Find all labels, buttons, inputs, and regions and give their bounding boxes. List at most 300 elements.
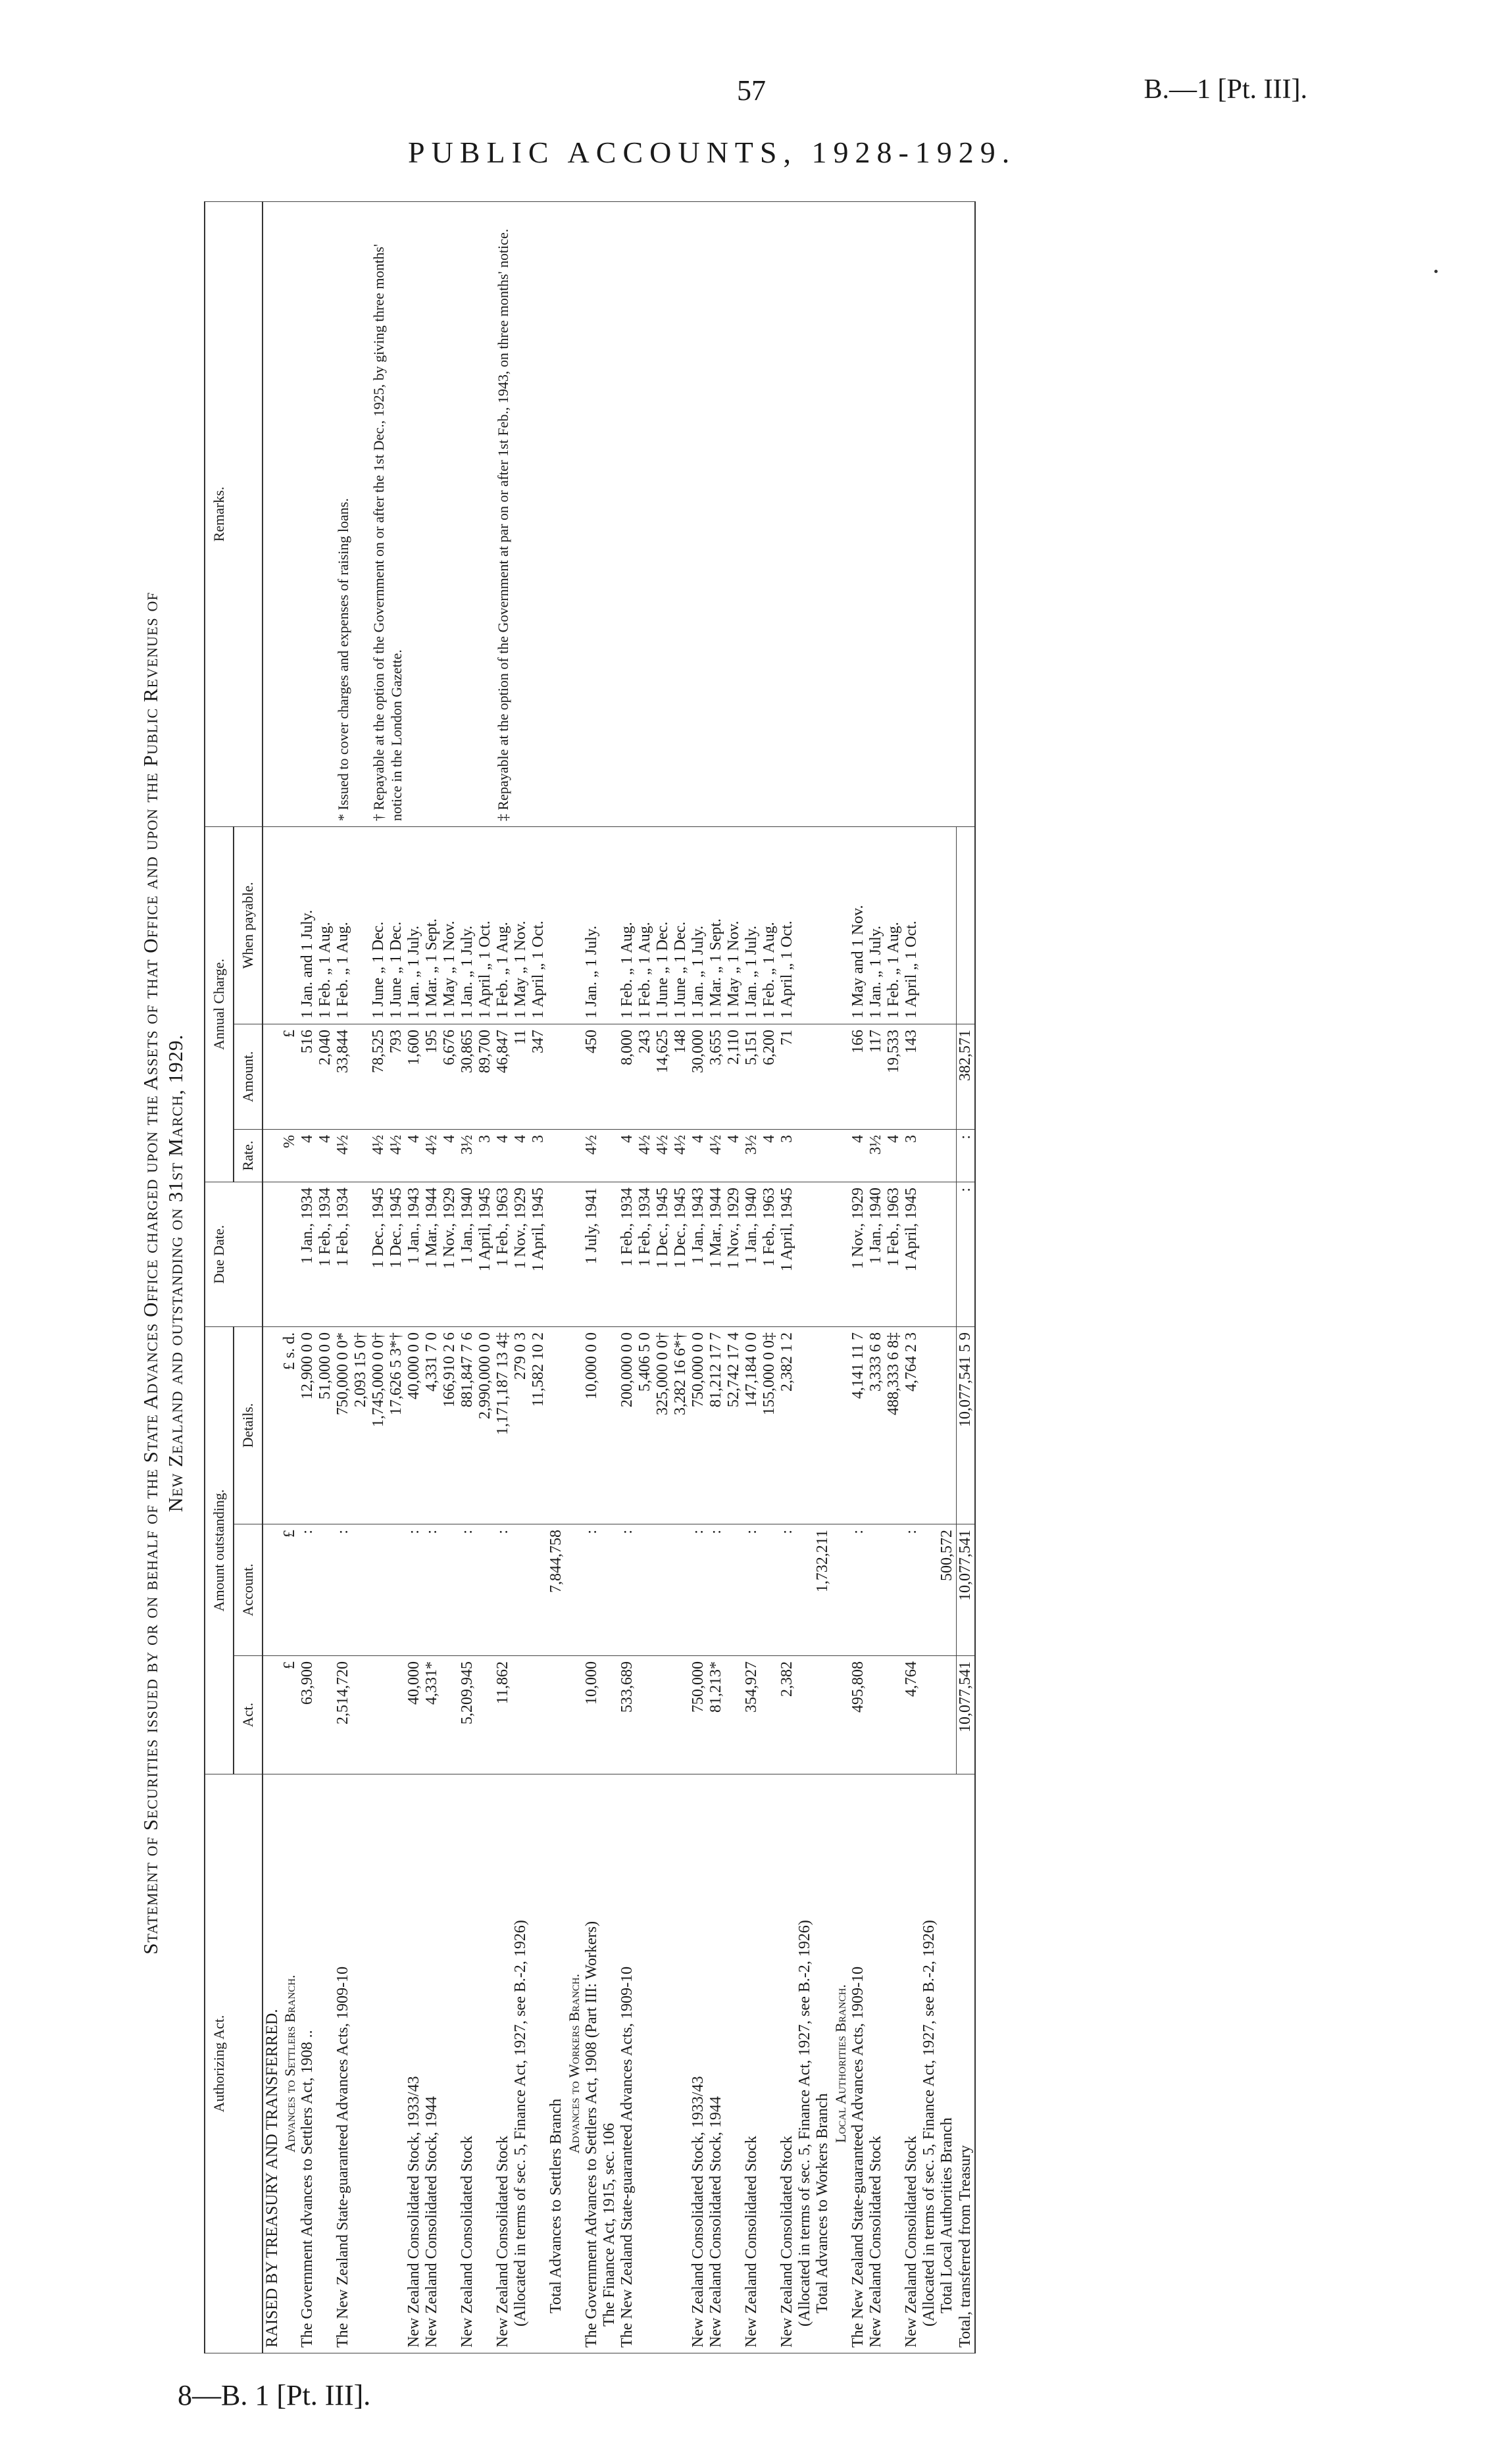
cell-rate: 4 [316,1129,334,1182]
cell-remark [778,201,796,826]
cell-amount [920,1024,938,1129]
cell-act: 2,382 [778,1656,796,1774]
cell-act [636,1656,654,1774]
cell-account [636,1524,654,1656]
statement-title-line2: New Zealand and outstanding on 31st March, 1929. [164,1034,187,1513]
cell-rate: 3 [530,1129,547,1182]
cell-amount: 78,525 [370,1024,388,1129]
cell-act [920,1656,938,1774]
cell-due: 1 Mar., 1944 [423,1182,441,1326]
cell-act [814,1656,832,1774]
cell-act [885,1656,903,1774]
cell-due: 1 Nov., 1929 [512,1182,530,1326]
cell-amount: 2,040 [316,1024,334,1129]
cell-due [814,1182,832,1326]
cell-payable [547,826,565,1024]
cell-account [476,1524,494,1656]
cell-due: 1 Feb., 1934 [636,1182,654,1326]
cell-amount: 3,655 [707,1024,725,1129]
cell-account: : [459,1524,476,1656]
cell-amount: 2,110 [725,1024,743,1129]
cell-act [654,1656,672,1774]
cell-rate [832,1129,849,1182]
cell-payable: 1 April „ 1 Oct. [476,826,494,1024]
cell-act [796,1656,814,1774]
cell-details: 2,382 1 2 [778,1326,796,1524]
cell-account: : [903,1524,920,1656]
cell-due: 1 Feb., 1934 [618,1182,636,1326]
cell-account: : [743,1524,761,1656]
cell-amount: 148 [672,1024,690,1129]
cell-account: : [778,1524,796,1656]
cell-label [388,1774,405,2353]
cell-remark [654,201,672,826]
cell-rate: 3 [476,1129,494,1182]
cell-rate: 4½ [636,1129,654,1182]
cell-payable: 1 Jan. and 1 July. [299,826,316,1024]
cell-remark: ‡ Repayable at the option of the Government at par on or after 1st Feb., 1943, on three months' notice. [494,201,636,826]
cell-remark: * Issued to cover charges and expenses of raising loans. [334,201,370,826]
cell-amount: £ [281,1024,299,1129]
cell-due: 1 Mar., 1944 [707,1182,725,1326]
cell-label: The Government Advances to Settlers Act, 1908 .. [299,1774,316,2353]
cell-label: New Zealand Consolidated Stock, 1933/43 [690,1774,707,2353]
cell-label: New Zealand Consolidated Stock [494,1774,512,2353]
cell-account: : [405,1524,423,1656]
cell-rate: 4½ [583,1129,601,1182]
cell-act: 10,000 [583,1656,601,1774]
cell-due: 1 Jan., 1940 [459,1182,476,1326]
cell-details [814,1326,832,1524]
cell-account [832,1524,849,1656]
cell-payable: 1 Jan. „ 1 July. [583,826,601,1024]
cell-due: 1 Feb., 1934 [316,1182,334,1326]
cell-amount [601,1024,618,1129]
cell-rate: 4½ [423,1129,441,1182]
cell-label [476,1774,494,2353]
cell-due [796,1182,814,1326]
cell-details: 81,212 17 7 [707,1326,725,1524]
cell-amount: 8,000 [618,1024,636,1129]
cell-act [441,1656,459,1774]
cell-payable: 1 June „ 1 Dec. [370,826,388,1024]
cell-amount: 450 [583,1024,601,1129]
cell-account: : [423,1524,441,1656]
cell-act: 533,689 [618,1656,636,1774]
cell-label: The New Zealand State-guaranteed Advances Acts, 1909-10 [334,1774,352,2353]
cell-rate [814,1129,832,1182]
cell-details: 750,000 0 0* [334,1326,352,1524]
cell-amount: 143 [903,1024,920,1129]
cell-payable [814,826,832,1024]
cell-rate: 4½ [388,1129,405,1182]
cell-details: 750,000 0 0 [690,1326,707,1524]
cell-act [547,1656,565,1774]
cell-due: 1 Nov., 1929 [849,1182,867,1326]
cell-amount: 19,533 [885,1024,903,1129]
cell-payable [263,826,281,1024]
cell-act: 40,000 [405,1656,423,1774]
cell-details: 881,847 7 6 [459,1326,476,1524]
cell-amount: 347 [530,1024,547,1129]
cell-payable [601,826,618,1024]
cell-rate [796,1129,814,1182]
cell-rate: 3½ [743,1129,761,1182]
cell-due: 1 Jan., 1940 [867,1182,885,1326]
cell-act: 11,862 [494,1656,512,1774]
cell-label: RAISED BY TREASURY AND TRANSFERRED. [263,1774,281,2353]
cell-due: : [957,1182,976,1326]
securities-table [204,201,976,2353]
cell-act [530,1656,547,1774]
cell-remark [690,201,707,826]
cell-details: 4,141 11 7 [849,1326,867,1524]
cell-remark [299,201,316,826]
cell-details: 155,000 0 0‡ [761,1326,778,1524]
cell-details: 147,184 0 0 [743,1326,761,1524]
cell-payable: 1 Feb. „ 1 Aug. [618,826,636,1024]
cell-amount: 166 [849,1024,867,1129]
cell-details [601,1326,618,1524]
cell-details: 12,900 0 0 [299,1326,316,1524]
cell-rate [547,1129,565,1182]
cell-label: The Government Advances to Settlers Act, 1908 (Part III: Workers) [583,1774,601,2353]
cell-amount: 793 [388,1024,405,1129]
cell-due [547,1182,565,1326]
cell-label: New Zealand Consolidated Stock [903,1774,920,2353]
table-row [796,201,814,2353]
cell-amount: 46,847 [494,1024,512,1129]
cell-payable: 1 April „ 1 Oct. [778,826,796,1024]
cell-due [263,1182,281,1326]
cell-account: : [299,1524,316,1656]
cell-details [565,1326,583,1524]
cell-amount: 6,676 [441,1024,459,1129]
cell-due: 1 Jan., 1943 [690,1182,707,1326]
statement-canvas [132,188,1369,2359]
cell-due: 1 Nov., 1929 [441,1182,459,1326]
table-row [903,201,920,2353]
table-row [867,201,885,2353]
cell-due: 1 Feb., 1963 [761,1182,778,1326]
cell-details: 2,990,000 0 0 [476,1326,494,1524]
cell-act [672,1656,690,1774]
cell-payable: 1 June „ 1 Dec. [672,826,690,1024]
cell-account: £ [281,1524,299,1656]
cell-payable: 1 Feb. „ 1 Aug. [761,826,778,1024]
cell-details [796,1326,814,1524]
cell-due: 1 Jan., 1940 [743,1182,761,1326]
cell-account: 7,844,758 [547,1524,565,1656]
table-row [814,201,832,2353]
cell-account: : [334,1524,352,1656]
cell-label: New Zealand Consolidated Stock [743,1774,761,2353]
table-row [654,201,672,2353]
table-row [299,201,316,2353]
cell-act: 4,764 [903,1656,920,1774]
cell-rate: 4 [618,1129,636,1182]
cell-act [476,1656,494,1774]
cell-details: 488,333 6 8‡ [885,1326,903,1524]
cell-amount: 243 [636,1024,654,1129]
cell-account: : [618,1524,636,1656]
cell-amount [352,1024,370,1129]
cell-payable [957,826,976,1024]
cell-account [920,1524,938,1656]
cell-act: 495,808 [849,1656,867,1774]
cell-account: 10,077,541 [957,1524,976,1656]
cell-account [512,1524,530,1656]
cell-payable: 1 June „ 1 Dec. [654,826,672,1024]
col-when-payable: When payable. [234,826,263,1024]
col-act: Act. [234,1656,263,1774]
table-row [316,201,334,2353]
cell-due: 1 Feb., 1963 [885,1182,903,1326]
table-row [334,201,352,2353]
cell-label: Total Advances to Workers Branch [814,1774,832,2353]
cell-account [388,1524,405,1656]
cell-amount: 11 [512,1024,530,1129]
cell-payable: 1 Jan. „ 1 July. [405,826,423,1024]
cell-payable [565,826,583,1024]
table-row [957,201,976,2353]
cell-label: New Zealand Consolidated Stock, 1944 [423,1774,441,2353]
cell-payable: 1 Mar. „ 1 Sept. [423,826,441,1024]
cell-act [601,1656,618,1774]
cell-details: 325,000 0 0† [654,1326,672,1524]
cell-due [601,1182,618,1326]
cell-rate: 4 [299,1129,316,1182]
report-reference: B.—1 [Pt. III]. [1144,74,1307,105]
cell-payable: 1 June „ 1 Dec. [388,826,405,1024]
cell-payable: 1 Feb. „ 1 Aug. [494,826,512,1024]
cell-account: 1,732,211 [814,1524,832,1656]
table-row [636,201,654,2353]
cell-payable: 1 May „ 1 Nov. [441,826,459,1024]
rotated-statement [132,188,1369,2359]
table-row [672,201,690,2353]
col-rate: Rate. [234,1129,263,1182]
cell-account: 500,572 [938,1524,957,1656]
cell-details: 1,171,187 13 4‡ [494,1326,512,1524]
cell-rate: 4½ [370,1129,388,1182]
cell-act: 81,213* [707,1656,725,1774]
cell-account [316,1524,334,1656]
cell-act [725,1656,743,1774]
table-row [832,201,849,2353]
cell-due: 1 April, 1945 [476,1182,494,1326]
scan-speck [1434,270,1438,273]
col-amount: Amount. [234,1024,263,1129]
cell-act [263,1656,281,1774]
cell-remark [636,201,654,826]
cell-remark [814,201,832,826]
cell-account: : [707,1524,725,1656]
cell-account [263,1524,281,1656]
cell-act [761,1656,778,1774]
cell-remark [796,201,814,826]
cell-remark [761,201,778,826]
cell-payable: 1 May „ 1 Nov. [512,826,530,1024]
cell-due [938,1182,957,1326]
cell-rate [263,1129,281,1182]
cell-label: New Zealand Consolidated Stock [459,1774,476,2353]
cell-account [654,1524,672,1656]
cell-amount [814,1024,832,1129]
cell-payable [796,826,814,1024]
cell-act: 5,209,945 [459,1656,476,1774]
cell-remark [316,201,334,826]
cell-label: Total Advances to Settlers Branch [547,1774,565,2353]
cell-act: 63,900 [299,1656,316,1774]
table-row [849,201,867,2353]
cell-due: 1 April, 1945 [778,1182,796,1326]
cell-label [370,1774,388,2353]
cell-account: : [494,1524,512,1656]
cell-amount [263,1024,281,1129]
cell-payable: 1 Feb. „ 1 Aug. [316,826,334,1024]
table-row [778,201,796,2353]
cell-act: 2,514,720 [334,1656,352,1774]
cell-details [832,1326,849,1524]
cell-amount: 6,200 [761,1024,778,1129]
cell-amount: 382,571 [957,1024,976,1129]
cell-amount: 5,151 [743,1024,761,1129]
cell-remark [832,201,849,826]
cell-remark [849,201,867,826]
cell-details: £ s. d. [281,1326,299,1524]
cell-account [352,1524,370,1656]
cell-label: Advances to Settlers Branch. [281,1774,299,2353]
cell-amount: 30,000 [690,1024,707,1129]
cell-remark [743,201,761,826]
cell-act [512,1656,530,1774]
cell-label: New Zealand Consolidated Stock, 1933/43 [405,1774,423,2353]
cell-rate [601,1129,618,1182]
cell-amount [832,1024,849,1129]
col-amount-outstanding: Amount outstanding. [205,1326,234,1774]
cell-due [352,1182,370,1326]
cell-remark [957,201,976,826]
cell-label [672,1774,690,2353]
cell-remark [938,201,957,826]
cell-label [530,1774,547,2353]
cell-act: 10,077,541 [957,1656,976,1774]
cell-label: (Allocated in terms of sec. 5, Finance Act, 1927, see B.-2, 1926) [512,1774,530,2353]
cell-amount: 516 [299,1024,316,1129]
cell-rate: 3½ [459,1129,476,1182]
cell-rate: 3 [903,1129,920,1182]
cell-due: 1 April, 1945 [903,1182,920,1326]
cell-account [601,1524,618,1656]
cell-payable: 1 Mar. „ 1 Sept. [707,826,725,1024]
cell-act [388,1656,405,1774]
cell-label [316,1774,334,2353]
cell-rate [920,1129,938,1182]
cell-label: Total Local Authorities Branch [938,1774,957,2353]
cell-due: 1 Feb., 1934 [334,1182,352,1326]
cell-act [938,1656,957,1774]
table-row [281,201,299,2353]
table-row [938,201,957,2353]
cell-amount: 14,625 [654,1024,672,1129]
cell-rate: % [281,1129,299,1182]
cell-rate: 4½ [707,1129,725,1182]
cell-details [547,1326,565,1524]
cell-remark [867,201,885,826]
cell-details: 52,742 17 4 [725,1326,743,1524]
cell-act: 750,000 [690,1656,707,1774]
cell-due: 1 Nov., 1929 [725,1182,743,1326]
cell-amount: 33,844 [334,1024,352,1129]
cell-rate: 4 [690,1129,707,1182]
table-row [707,201,725,2353]
cell-label: New Zealand Consolidated Stock, 1944 [707,1774,725,2353]
cell-payable [352,826,370,1024]
table-row [494,201,512,2353]
cell-act: £ [281,1656,299,1774]
cell-payable: 1 Feb. „ 1 Aug. [334,826,352,1024]
table-row [885,201,903,2353]
cell-rate: 4 [405,1129,423,1182]
cell-details: 17,626 5 3*† [388,1326,405,1524]
cell-due: 1 Dec., 1945 [388,1182,405,1326]
cell-details: 5,406 5 0 [636,1326,654,1524]
table-row [370,201,388,2353]
cell-payable: 1 May and 1 Nov. [849,826,867,1024]
page-number: 57 [737,74,766,107]
cell-act [316,1656,334,1774]
cell-rate: 4½ [334,1129,352,1182]
cell-remark: † Repayable at the option of the Government on or after the 1st Dec., 1925, by giving three months' notice in the London Gazette. [370,201,494,826]
cell-label [725,1774,743,2353]
cell-amount [565,1024,583,1129]
cell-due: 1 Dec., 1945 [672,1182,690,1326]
footer-reference: 8—B. 1 [Pt. III]. [178,2379,371,2411]
cell-remark [707,201,725,826]
cell-label: (Allocated in terms of sec. 5, Finance Act, 1927, see B.-2, 1926) [796,1774,814,2353]
cell-rate [352,1129,370,1182]
col-authorizing-act: Authorizing Act. [205,1774,263,2353]
cell-payable: 1 Jan. „ 1 July. [690,826,707,1024]
cell-rate [565,1129,583,1182]
cell-account [370,1524,388,1656]
cell-due [920,1182,938,1326]
cell-payable: 1 Feb. „ 1 Aug. [636,826,654,1024]
cell-remark [672,201,690,826]
cell-payable: 1 Jan. „ 1 July. [867,826,885,1024]
cell-details: 10,000 0 0 [583,1326,601,1524]
cell-amount [796,1024,814,1129]
cell-account [761,1524,778,1656]
cell-details: 40,000 0 0 [405,1326,423,1524]
cell-amount: 89,700 [476,1024,494,1129]
cell-rate: 4½ [672,1129,690,1182]
cell-due: 1 July, 1941 [583,1182,601,1326]
cell-account [725,1524,743,1656]
cell-payable: 1 Feb. „ 1 Aug. [885,826,903,1024]
cell-account [565,1524,583,1656]
cell-rate: 4 [441,1129,459,1182]
cell-label [885,1774,903,2353]
col-remarks: Remarks. [205,201,263,826]
cell-payable [938,826,957,1024]
statement-title-line1: Statement of Securities issued by or on behalf of the State Advances Office charged upon the Assets of that Office and upon the Public Revenues of [139,591,162,1955]
col-due-date: Due Date. [205,1182,263,1326]
cell-label: Total, transferred from Treasury [957,1774,976,2353]
table-row [263,201,281,2353]
cell-payable: 1 Jan. „ 1 July. [459,826,476,1024]
